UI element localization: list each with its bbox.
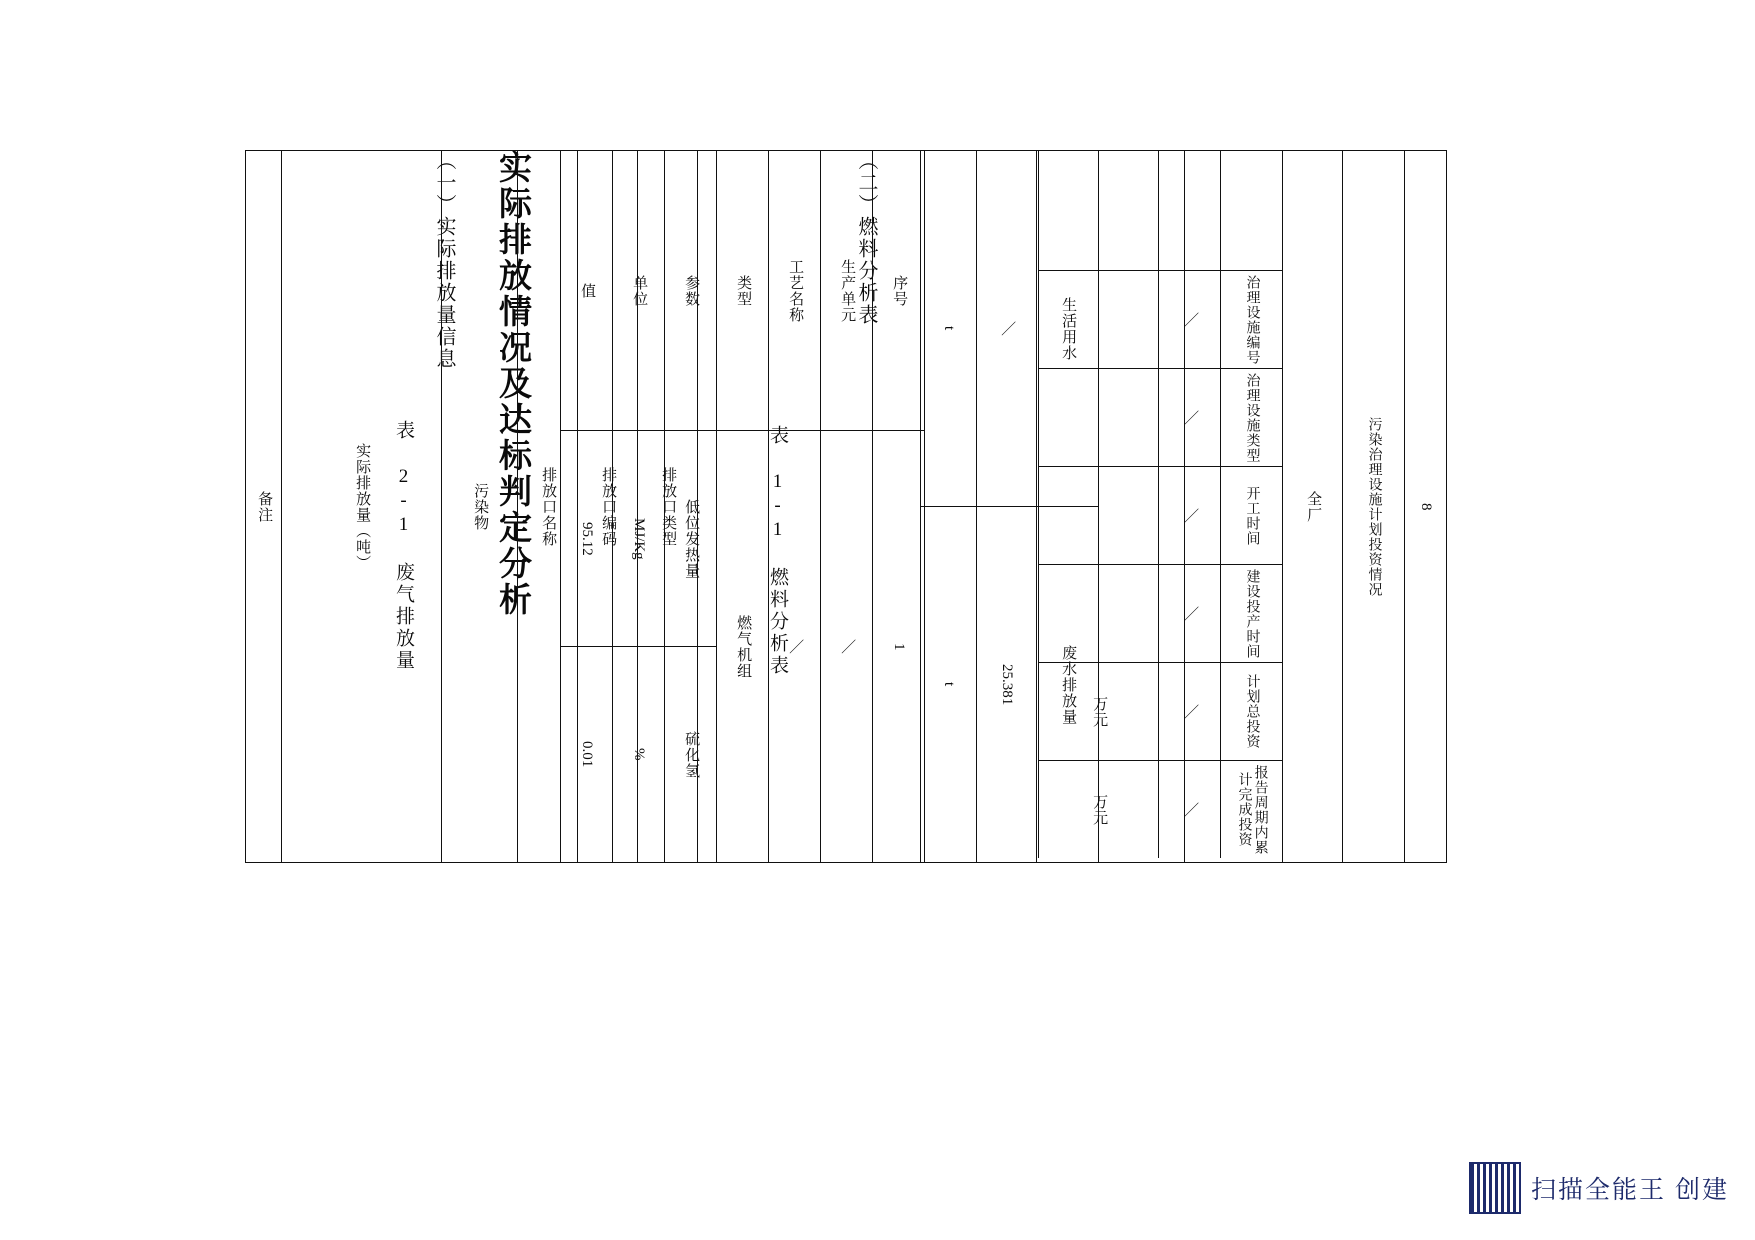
header-type: 类型 (716, 150, 768, 430)
header-emission-5: 备注 (245, 150, 281, 862)
cell-param-unit-1: % (612, 646, 664, 862)
cell-row-index: 8 (1404, 150, 1446, 862)
cell-unit-2 (1038, 466, 1158, 564)
cell-unit-wastewater: t (920, 506, 976, 862)
cell-unit-0 (1038, 270, 1158, 368)
header-unit: 单位 (612, 150, 664, 430)
cell-value-2: ／ (1158, 466, 1220, 564)
page-title: 实际排放情况及达标判定分析 (495, 150, 532, 618)
qr-code-icon (1469, 1162, 1521, 1214)
header-emission-1: 排放口编码 (577, 150, 637, 862)
cell-process-name: ／ (768, 430, 820, 862)
cell-label-4: 计划总投资 (1220, 662, 1282, 760)
cell-value-4: ／ (1158, 662, 1220, 760)
waste-gas-emission-table (245, 150, 698, 863)
cell-value-0: ／ (1158, 270, 1220, 368)
cell-label-3: 建设投产时间 (1220, 564, 1282, 662)
cell-label-2: 开工时间 (1220, 466, 1282, 564)
heading-section-fuel: （二）燃料分析表 (855, 150, 877, 326)
cell-unit-5: 万元 (1038, 760, 1158, 858)
header-production-unit: 生产单元 (820, 150, 872, 430)
cell-value-3: ／ (1158, 564, 1220, 662)
cell-no: 1 (872, 430, 924, 862)
cell-unit-4: 万元 (1038, 662, 1158, 760)
cell-label-domestic-water: 生活用水 (1036, 150, 1098, 506)
cell-blank-top (1038, 150, 1158, 270)
pollution-facility-investment-table (1038, 150, 1447, 863)
cell-production-unit: ／ (820, 430, 872, 862)
cell-label-0: 治理设施编号 (1220, 270, 1282, 368)
cell-param-name-1: 硫化氢 (664, 646, 716, 862)
caption-table-1-1: 表 1-1 燃料分析表 (767, 425, 788, 677)
cell-scope: 全厂 (1282, 150, 1342, 862)
cell-value-5: ／ (1158, 760, 1220, 858)
header-emission-2: 排放口名称 (517, 150, 577, 862)
cell-param-name-0: 低位发热量 (664, 430, 716, 646)
cell-param-value-0: 95.12 (560, 430, 612, 646)
scan-stamp-label: 扫描全能王 创建 (1531, 1176, 1729, 1204)
cell-param-unit-0: MJ/Kg (612, 430, 664, 646)
cell-value-wastewater: 25.381 (976, 506, 1036, 862)
cell-blank-top-v (1158, 150, 1220, 270)
caption-table-2-1: 表 2-1 废气排放量 (393, 420, 414, 672)
header-emission-4: 实际排放量（吨） (281, 150, 441, 862)
scan-stamp (1469, 1162, 1729, 1214)
cell-row-label: 污染治理设施计划投资情况 (1342, 150, 1404, 862)
header-parameter: 参数 (664, 150, 716, 430)
header-emission-0: 排放口类型 (637, 150, 697, 862)
cell-unit-1 (1038, 368, 1158, 466)
cell-label-wastewater: 废水排放量 (1036, 506, 1098, 862)
cell-blank-top-l (1220, 150, 1282, 270)
header-process-name: 工艺名称 (768, 150, 820, 430)
cell-unit-3 (1038, 564, 1158, 662)
cell-param-value-1: 0.01 (560, 646, 612, 862)
cell-value-1: ／ (1158, 368, 1220, 466)
header-no: 序号 (872, 150, 924, 430)
header-value: 值 (560, 150, 612, 430)
cell-value-domestic-water: ／ (976, 150, 1036, 506)
heading-subsection-actual-emission: （一）实际排放量信息 (433, 150, 455, 370)
header-emission-3: 污染物 (441, 150, 517, 862)
cell-label-5: 报告周期内累计完成投资 (1220, 760, 1282, 858)
cell-type: 燃气机组 (716, 430, 768, 862)
cell-unit-domestic-water: t (920, 150, 976, 506)
cell-label-1: 治理设施类型 (1220, 368, 1282, 466)
